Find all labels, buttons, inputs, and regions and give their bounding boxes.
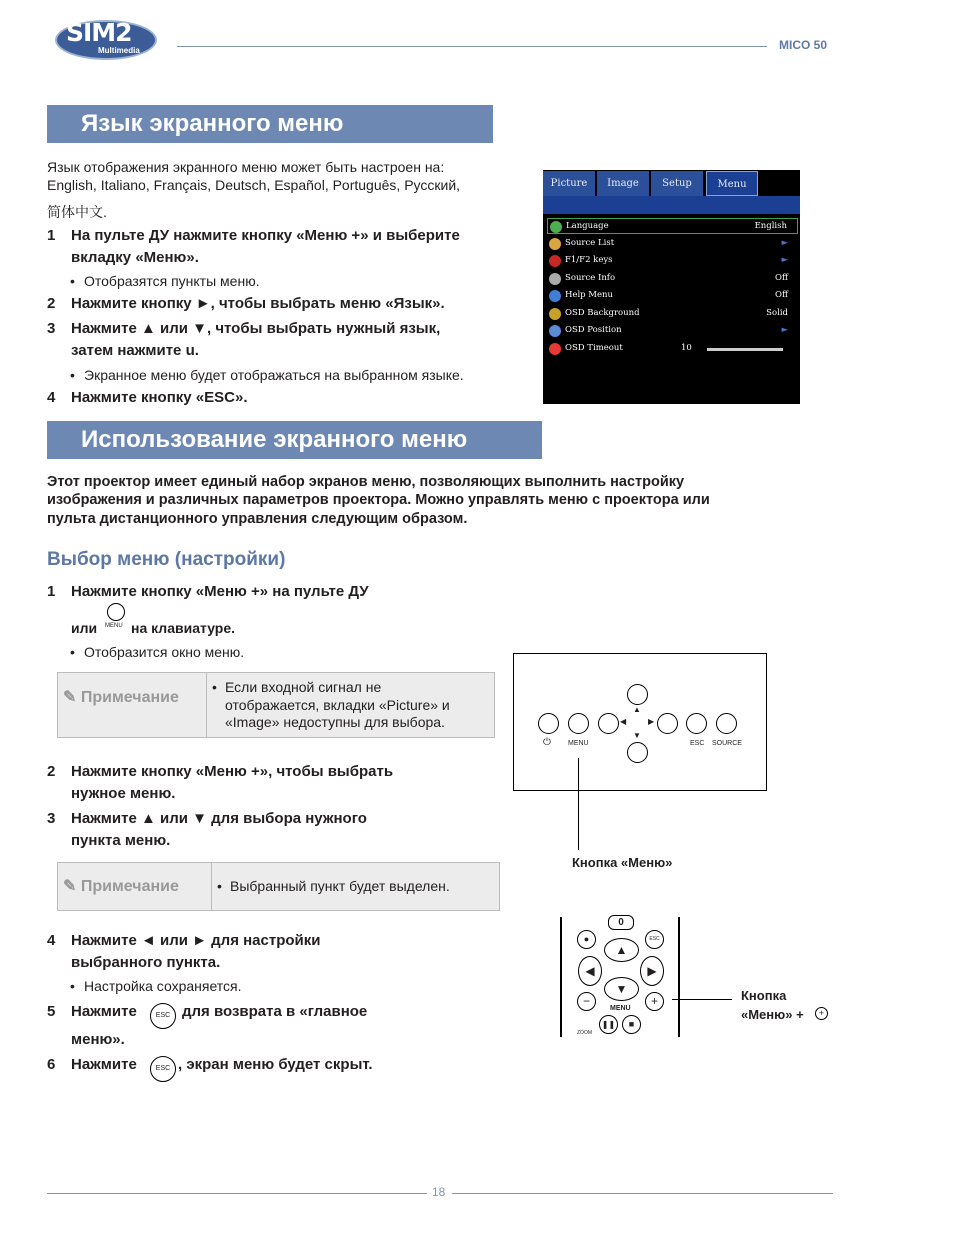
remote-esc-button[interactable]: ESC	[645, 930, 664, 949]
down-button[interactable]	[627, 742, 648, 763]
right-arrow-icon: ▶	[648, 717, 655, 726]
note-label: ✎ Примечание	[63, 689, 179, 706]
menu-key-icon	[107, 603, 125, 621]
bullet-text: Экранное меню будет отображаться на выбранном языке.	[84, 367, 464, 383]
step-text: нужное меню.	[71, 785, 176, 802]
subheading: Выбор меню (настройки)	[47, 549, 286, 570]
plus-circle-icon: +	[815, 1007, 828, 1020]
note-label-text: Примечание	[80, 689, 179, 706]
note-label-text: Примечание	[80, 878, 179, 895]
osd-tab-setup: Setup	[651, 171, 703, 196]
note-text: Выбранный пункт будет выделен.	[230, 878, 450, 894]
osd-menu-screenshot	[543, 170, 800, 404]
osd-row-value: ►	[781, 237, 788, 248]
osd-row-label: OSD Position	[565, 325, 622, 335]
remote-caption: «Меню» +	[741, 1007, 804, 1022]
footer-rule	[452, 1193, 833, 1194]
source-button[interactable]	[716, 713, 737, 734]
intro-line: English, Italiano, Français, Deutsch, Español, Português, Русский,	[47, 177, 461, 193]
keypad-caption: Кнопка «Меню»	[572, 855, 673, 870]
bullet-text: Отобразятся пункты меню.	[84, 273, 260, 289]
step-text: Нажмите ▲ или ▼, чтобы выбрать нужный язык,	[71, 320, 441, 337]
step-number: 5	[47, 1003, 56, 1020]
note-divider	[211, 863, 212, 910]
osd-row-value: English	[754, 221, 787, 231]
step-text: Нажмите кнопку ►, чтобы выбрать меню «Язык».	[71, 295, 445, 312]
osd-row[interactable]	[547, 271, 798, 287]
osd-row[interactable]	[547, 306, 798, 322]
note-divider	[206, 673, 207, 737]
bullet-dot: •	[217, 878, 222, 894]
osd-row-icon	[549, 255, 561, 267]
remote-left-edge	[560, 917, 562, 1037]
keypad-diagram	[513, 653, 767, 791]
step-number: 4	[47, 389, 56, 406]
osd-row-label: OSD Timeout	[565, 342, 623, 353]
bullet-dot: •	[70, 273, 75, 289]
power-button[interactable]	[538, 713, 559, 734]
step-text: Нажмите ◄ или ► для настройки	[71, 932, 321, 949]
step-text: затем нажмите u.	[71, 342, 199, 359]
osd-row[interactable]	[547, 236, 798, 252]
step-text: Нажмите кнопку «ESC».	[71, 389, 248, 406]
note-text: Если входной сигнал не	[225, 679, 382, 695]
osd-row[interactable]	[547, 288, 798, 304]
bullet-text: Отобразится окно меню.	[84, 644, 245, 660]
osd-row-value: Off	[774, 290, 788, 300]
step-number: 1	[47, 583, 56, 600]
step-text: пункта меню.	[71, 832, 171, 849]
osd-row-value: Off	[774, 272, 788, 283]
step-text: или	[71, 620, 98, 636]
osd-menu-bar	[543, 196, 800, 214]
footer-rule	[47, 1193, 427, 1194]
step-text: на клавиатуре.	[131, 620, 236, 636]
intro-line: Язык отображения экранного меню может быть настроен на:	[47, 159, 445, 175]
remote-up-button[interactable]: ▲	[604, 938, 639, 962]
brand-logo-sub: Multimedia	[98, 46, 140, 55]
step-text: для возврата в «главное	[182, 1003, 368, 1020]
osd-row-label: Source List	[565, 237, 615, 248]
note-box	[57, 672, 495, 738]
osd-tab-picture: Picture	[543, 171, 595, 196]
remote-caption: Кнопка	[741, 988, 787, 1003]
right-button[interactable]	[657, 713, 678, 734]
osd-row-icon	[549, 238, 561, 250]
stop-button[interactable]: ■	[622, 1015, 641, 1034]
osd-row-value: ►	[781, 325, 788, 335]
left-arrow-icon: ◀	[620, 717, 627, 726]
menu-button-label: MENU	[568, 740, 589, 747]
osd-row-label: F1/F2 keys	[565, 255, 613, 265]
up-button[interactable]	[627, 684, 648, 705]
osd-row-label: Source Info	[565, 272, 616, 283]
zero-button[interactable]: 0	[608, 915, 634, 930]
osd-tab-menu: Menu	[706, 171, 758, 196]
osd-row[interactable]	[547, 323, 798, 339]
osd-row-label: OSD Background	[565, 307, 640, 318]
esc-key-icon: ESC	[150, 1003, 176, 1029]
step-number: 2	[47, 763, 56, 780]
source-button-label: SOURCE	[712, 740, 742, 747]
intro-line: изображения и различных параметров проектора. Можно управлять меню с проектора или	[47, 492, 710, 508]
esc-button-label: ESC	[690, 740, 705, 747]
step-text: Нажмите кнопку «Меню +», чтобы выбрать	[71, 763, 394, 780]
page-number: 18	[432, 1185, 446, 1199]
osd-row[interactable]	[547, 341, 798, 357]
menu-plus-button[interactable]: +	[645, 992, 664, 1011]
left-button[interactable]	[598, 713, 619, 734]
remote-menu-label: MENU	[610, 1005, 631, 1012]
osd-row-icon	[549, 343, 561, 355]
zoom-label: ZOOM	[577, 1030, 592, 1036]
step-number: 4	[47, 932, 56, 949]
brand-logo-text: SIM2	[66, 18, 132, 47]
osd-row-value: Solid	[766, 307, 788, 318]
osd-tab-image: Image	[597, 171, 649, 196]
step-number: 2	[47, 295, 56, 312]
intro-line: 简体中文.	[47, 204, 107, 220]
remote-right-button[interactable]: ▶	[640, 956, 664, 986]
step-number: 3	[47, 810, 56, 827]
step-text: Нажмите ▲ или ▼ для выбора нужного	[71, 810, 367, 827]
step-text: На пульте ДУ нажмите кнопку «Меню +» и выберите	[71, 227, 460, 244]
up-arrow-icon: ▲	[633, 705, 641, 714]
osd-row-icon	[550, 221, 562, 233]
remote-left-button[interactable]: ◀	[578, 956, 602, 986]
model-name: MICO 50	[779, 38, 828, 52]
menu-key-label: MENU	[105, 623, 123, 629]
osd-row-value: 10	[681, 342, 692, 353]
menu-button[interactable]	[568, 713, 589, 734]
osd-row-icon	[549, 325, 561, 337]
step-number: 6	[47, 1056, 56, 1073]
bullet-dot: •	[70, 367, 75, 383]
bullet-dot: •	[70, 978, 75, 994]
osd-row-value: ►	[781, 255, 788, 265]
pause-button[interactable]: ❚❚	[599, 1015, 618, 1034]
remote-down-button[interactable]: ▼	[604, 977, 639, 1001]
section-title-language: Язык экранного меню	[47, 105, 493, 143]
down-arrow-icon: ▼	[633, 731, 641, 740]
step-text: Нажмите	[71, 1003, 137, 1020]
note-text: отображается, вкладки «Picture» и	[225, 697, 450, 713]
step-text: меню».	[71, 1031, 125, 1048]
osd-row-label: Help Menu	[565, 290, 613, 300]
step-text: Нажмите	[71, 1056, 137, 1073]
osd-row[interactable]	[547, 218, 798, 234]
osd-row-icon	[549, 273, 561, 285]
note-label: ✎ Примечание	[63, 878, 179, 895]
minus-button[interactable]: −	[577, 992, 596, 1011]
step-text: , экран меню будет скрыт.	[178, 1056, 373, 1073]
note-text: «Image» недоступны для выбора.	[225, 714, 445, 730]
step-text: выбранного пункта.	[71, 954, 221, 971]
section-title-osd-usage: Использование экранного меню	[47, 421, 542, 459]
bullet-text: Настройка сохраняется.	[84, 978, 242, 994]
callout-line	[578, 758, 579, 850]
step-number: 3	[47, 320, 56, 337]
osd-row-label: Language	[566, 221, 609, 231]
note-box	[57, 862, 500, 911]
step-text: вкладку «Меню».	[71, 249, 199, 266]
step-number: 1	[47, 227, 56, 244]
step-text: Нажмите кнопку «Меню +» на пульте ДУ	[71, 583, 369, 600]
bullet-dot: •	[70, 644, 75, 660]
intro-line: Этот проектор имеет единый набор экранов меню, позволяющих выполнить настройку	[47, 474, 685, 490]
esc-key-icon: ESC	[150, 1056, 176, 1082]
record-button[interactable]: ●	[577, 930, 596, 949]
bullet-dot: •	[212, 679, 217, 695]
remote-right-edge	[678, 917, 680, 1037]
power-icon: ⏻	[543, 737, 551, 748]
intro-line: пульта дистанционного управления следующим образом.	[47, 511, 468, 527]
header-rule	[177, 46, 767, 47]
osd-row-icon	[549, 308, 561, 320]
callout-line	[672, 999, 732, 1000]
osd-row-icon	[549, 290, 561, 302]
esc-button[interactable]	[686, 713, 707, 734]
osd-row[interactable]	[547, 253, 798, 269]
osd-timeout-slider[interactable]	[707, 348, 783, 351]
